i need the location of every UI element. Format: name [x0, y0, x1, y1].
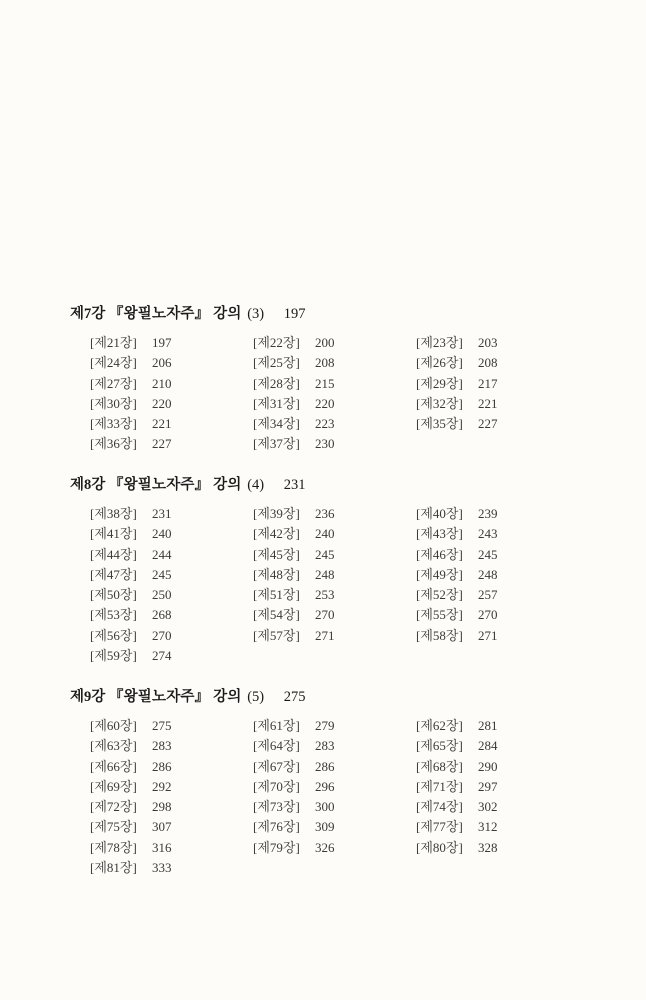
chapter-label: [제30장] — [90, 395, 137, 411]
chapter-entry — [253, 414, 416, 434]
chapter-label: [제27장] — [90, 375, 137, 391]
lecture-heading — [70, 686, 590, 708]
chapter-entry — [416, 757, 579, 777]
chapter-entry — [253, 545, 416, 565]
chapter-page-number: 215 — [315, 375, 335, 391]
chapter-entry — [253, 777, 416, 797]
chapter-label: [제69장] — [90, 778, 137, 794]
chapter-label: [제57장] — [253, 627, 300, 643]
chapter-page-number: 297 — [478, 778, 498, 794]
chapter-page-number: 292 — [152, 778, 172, 794]
chapter-page-number: 239 — [478, 506, 498, 521]
chapter-entry — [416, 626, 579, 646]
chapter-entry — [90, 585, 253, 605]
chapter-label: [제50장] — [90, 587, 137, 603]
chapter-label: [제77장] — [416, 819, 463, 835]
chapter-entry — [90, 565, 253, 585]
chapter-label: [제26장] — [416, 355, 463, 371]
chapter-label: [제32장] — [416, 395, 463, 411]
chapter-entry — [416, 817, 579, 837]
chapter-entry — [253, 757, 416, 777]
chapter-label: [제51장] — [253, 587, 300, 603]
chapter-page-number: 312 — [478, 819, 498, 835]
chapter-label: [제73장] — [253, 799, 300, 815]
chapter-entry — [416, 353, 579, 373]
chapter-label: [제21장] — [90, 335, 137, 350]
chapter-page-number: 279 — [315, 718, 335, 733]
chapter-entry — [416, 777, 579, 797]
chapter-page-number: 245 — [315, 546, 335, 562]
chapter-page-number: 243 — [478, 526, 498, 542]
chapter-page-number: 270 — [315, 607, 335, 623]
chapter-label: [제56장] — [90, 627, 137, 643]
chapter-entry — [90, 434, 253, 454]
chapter-entry — [253, 504, 416, 524]
chapter-page-number: 223 — [315, 416, 335, 432]
chapter-label: [제47장] — [90, 566, 137, 582]
lecture-number: 제7강 — [70, 306, 106, 322]
chapter-entry — [90, 736, 253, 756]
chapter-page-number: 203 — [478, 335, 498, 350]
chapter-page-number: 284 — [478, 738, 498, 754]
chapter-page-number: 283 — [315, 738, 335, 754]
chapter-page-number: 302 — [478, 799, 498, 815]
chapter-label: [제76장] — [253, 819, 300, 835]
chapter-label: [제61장] — [253, 718, 300, 733]
chapter-page-number: 333 — [152, 860, 172, 876]
lecture-book-title: 『왕필노자주』 강의 — [108, 689, 242, 705]
chapter-page-number: 316 — [152, 839, 172, 855]
chapter-page-number: 250 — [152, 587, 172, 603]
chapter-label: [제70장] — [253, 778, 300, 794]
lecture-part: (3) — [247, 306, 265, 322]
chapter-entry — [90, 605, 253, 625]
chapter-label: [제64장] — [253, 738, 300, 754]
chapter-label: [제68장] — [416, 758, 463, 774]
chapter-page-number: 245 — [478, 546, 498, 562]
chapter-entry — [90, 817, 253, 837]
chapter-label: [제78장] — [90, 839, 137, 855]
chapter-page-number: 281 — [478, 718, 498, 733]
chapter-entry — [416, 524, 579, 544]
chapter-label: [제46장] — [416, 546, 463, 562]
chapter-entry — [253, 374, 416, 394]
chapter-entry — [253, 838, 416, 858]
lecture-section — [70, 303, 590, 455]
chapter-page-number: 271 — [478, 627, 498, 643]
chapter-label: [제75장] — [90, 819, 137, 835]
chapter-entry — [90, 858, 253, 878]
chapter-page-number: 240 — [152, 526, 172, 542]
chapter-page-number: 245 — [152, 566, 172, 582]
chapter-page-number: 275 — [152, 718, 172, 733]
chapter-page-number: 268 — [152, 607, 172, 623]
chapter-entry — [416, 716, 579, 736]
chapter-page-number: 217 — [478, 375, 498, 391]
chapter-entry — [416, 374, 579, 394]
chapter-page-number: 283 — [152, 738, 172, 754]
chapter-label: [제71장] — [416, 778, 463, 794]
chapter-label: [제59장] — [90, 648, 137, 664]
chapter-entry — [253, 736, 416, 756]
chapter-label: [제52장] — [416, 587, 463, 603]
chapter-entry — [90, 524, 253, 544]
chapter-page-number: 248 — [478, 566, 498, 582]
lecture-book-title: 『왕필노자주』 강의 — [108, 306, 242, 322]
chapter-entry — [416, 394, 579, 414]
chapter-page-number: 271 — [315, 627, 335, 643]
chapter-entry — [253, 565, 416, 585]
chapter-entry — [90, 545, 253, 565]
chapter-page-number: 227 — [478, 416, 498, 432]
chapter-page-number: 248 — [315, 566, 335, 582]
chapter-label: [제81장] — [90, 860, 137, 876]
chapter-entry — [90, 504, 253, 524]
chapter-label: [제41장] — [90, 526, 137, 542]
chapter-label: [제23장] — [416, 335, 463, 350]
chapter-label: [제42장] — [253, 526, 300, 542]
chapter-page-number: 210 — [152, 375, 172, 391]
chapter-entry — [416, 333, 579, 353]
chapter-entry — [416, 545, 579, 565]
chapter-entry — [90, 333, 253, 353]
chapter-list — [90, 504, 590, 666]
chapter-page-number: 307 — [152, 819, 172, 835]
chapter-page-number: 286 — [152, 758, 172, 774]
chapter-label: [제53장] — [90, 607, 137, 623]
chapter-page-number: 274 — [152, 648, 172, 664]
chapter-entry — [90, 394, 253, 414]
chapter-page-number: 206 — [152, 355, 172, 371]
chapter-page-number: 230 — [315, 436, 335, 452]
chapter-label: [제31장] — [253, 395, 300, 411]
chapter-label: [제54장] — [253, 607, 300, 623]
chapter-page-number: 221 — [152, 416, 172, 432]
chapter-entry — [90, 838, 253, 858]
chapter-label: [제48장] — [253, 566, 300, 582]
chapter-label: [제72장] — [90, 799, 137, 815]
chapter-entry — [90, 626, 253, 646]
chapter-entry — [90, 797, 253, 817]
lecture-page-number: 197 — [283, 306, 306, 322]
lecture-number: 제9강 — [70, 689, 106, 705]
chapter-entry — [416, 585, 579, 605]
chapter-page-number: 290 — [478, 758, 498, 774]
chapter-entry — [90, 757, 253, 777]
chapter-page-number: 298 — [152, 799, 172, 815]
chapter-entry — [253, 797, 416, 817]
chapter-page-number: 244 — [152, 546, 172, 562]
chapter-page-number: 197 — [152, 335, 172, 350]
chapter-label: [제58장] — [416, 627, 463, 643]
lecture-section — [70, 474, 590, 666]
chapter-label: [제40장] — [416, 506, 463, 521]
chapter-label: [제45장] — [253, 546, 300, 562]
lecture-part: (5) — [247, 689, 265, 705]
chapter-label: [제55장] — [416, 607, 463, 623]
chapter-page-number: 253 — [315, 587, 335, 603]
chapter-entry — [90, 646, 253, 666]
chapter-list — [90, 333, 590, 455]
chapter-label: [제22장] — [253, 335, 300, 350]
chapter-entry — [416, 797, 579, 817]
chapter-list — [90, 716, 590, 878]
lecture-number: 제8강 — [70, 477, 106, 493]
chapter-entry — [90, 777, 253, 797]
chapter-label: [제79장] — [253, 839, 300, 855]
chapter-entry — [253, 817, 416, 837]
chapter-entry — [416, 504, 579, 524]
chapter-label: [제24장] — [90, 355, 137, 371]
chapter-page-number: 236 — [315, 506, 335, 521]
chapter-entry — [90, 353, 253, 373]
chapter-label: [제39장] — [253, 506, 300, 521]
chapter-entry — [253, 333, 416, 353]
chapter-label: [제29장] — [416, 375, 463, 391]
chapter-page-number: 220 — [315, 395, 335, 411]
lecture-section — [70, 686, 590, 878]
lecture-part: (4) — [247, 477, 265, 493]
chapter-label: [제34장] — [253, 416, 300, 432]
chapter-label: [제65장] — [416, 738, 463, 754]
chapter-label: [제44장] — [90, 546, 137, 562]
chapter-page-number: 309 — [315, 819, 335, 835]
chapter-entry — [416, 838, 579, 858]
chapter-entry — [416, 605, 579, 625]
lecture-page-number: 231 — [283, 477, 306, 493]
chapter-label: [제66장] — [90, 758, 137, 774]
chapter-entry — [253, 434, 416, 454]
chapter-page-number: 200 — [315, 335, 335, 350]
chapter-label: [제36장] — [90, 436, 137, 452]
chapter-entry — [90, 716, 253, 736]
chapter-entry — [416, 565, 579, 585]
chapter-page-number: 221 — [478, 395, 498, 411]
chapter-entry — [253, 394, 416, 414]
chapter-label: [제33장] — [90, 416, 137, 432]
chapter-page-number: 286 — [315, 758, 335, 774]
chapter-label: [제35장] — [416, 416, 463, 432]
chapter-entry — [416, 736, 579, 756]
chapter-page-number: 220 — [152, 395, 172, 411]
chapter-page-number: 231 — [152, 506, 172, 521]
lecture-heading — [70, 474, 590, 496]
chapter-page-number: 227 — [152, 436, 172, 452]
chapter-label: [제63장] — [90, 738, 137, 754]
lecture-heading — [70, 303, 590, 325]
chapter-label: [제49장] — [416, 566, 463, 582]
chapter-label: [제60장] — [90, 718, 137, 733]
chapter-label: [제67장] — [253, 758, 300, 774]
chapter-label: [제28장] — [253, 375, 300, 391]
chapter-entry — [90, 374, 253, 394]
chapter-label: [제62장] — [416, 718, 463, 733]
chapter-label: [제37장] — [253, 436, 300, 452]
chapter-label: [제74장] — [416, 799, 463, 815]
chapter-entry — [253, 353, 416, 373]
chapter-page-number: 208 — [478, 355, 498, 371]
chapter-page-number: 257 — [478, 587, 498, 603]
chapter-page-number: 240 — [315, 526, 335, 542]
chapter-entry — [253, 524, 416, 544]
chapter-page-number: 270 — [152, 627, 172, 643]
lecture-book-title: 『왕필노자주』 강의 — [108, 477, 242, 493]
chapter-page-number: 208 — [315, 355, 335, 371]
chapter-entry — [253, 716, 416, 736]
chapter-entry — [253, 605, 416, 625]
chapter-entry — [253, 626, 416, 646]
chapter-label: [제80장] — [416, 839, 463, 855]
chapter-label: [제38장] — [90, 506, 137, 521]
lecture-page-number: 275 — [283, 689, 306, 705]
chapter-page-number: 328 — [478, 839, 498, 855]
chapter-page-number: 300 — [315, 799, 335, 815]
chapter-entry — [90, 414, 253, 434]
chapter-entry — [253, 585, 416, 605]
chapter-label: [제43장] — [416, 526, 463, 542]
chapter-page-number: 270 — [478, 607, 498, 623]
chapter-entry — [416, 414, 579, 434]
chapter-label: [제25장] — [253, 355, 300, 371]
chapter-page-number: 326 — [315, 839, 335, 855]
chapter-page-number: 296 — [315, 778, 335, 794]
